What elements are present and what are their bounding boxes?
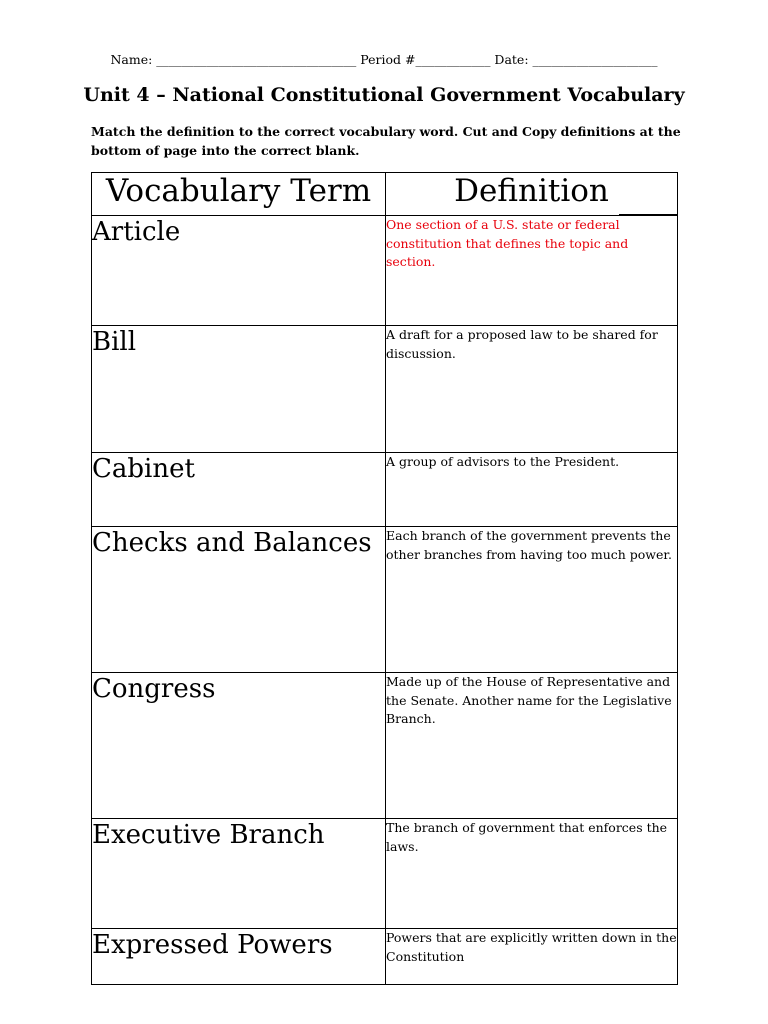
vocabulary-table: [91, 172, 678, 985]
vocab-term: Article: [92, 216, 386, 326]
table-row: [92, 453, 678, 527]
vocab-definition[interactable]: One section of a U.S. state or federal constitution that defines the topic and section.: [386, 216, 678, 326]
table-row: [92, 673, 678, 819]
vocab-term: Cabinet: [92, 453, 386, 527]
vocab-term: Executive Branch: [92, 819, 386, 929]
header-underline: [619, 214, 677, 215]
vocab-definition[interactable]: Powers that are explicitly written down in the Constitution: [386, 929, 678, 985]
table-header-row: [92, 173, 678, 216]
vocab-term: Checks and Balances: [92, 527, 386, 673]
term-column-header: Vocabulary Term: [92, 173, 386, 216]
vocab-term: Expressed Powers: [92, 929, 386, 985]
vocab-definition[interactable]: Each branch of the government prevents the other branches from having too much power.: [386, 527, 678, 673]
vocab-definition[interactable]: A group of advisors to the President.: [386, 453, 678, 527]
definition-header-label: Definition: [454, 173, 609, 209]
definition-column-header: [386, 173, 678, 216]
table-row: [92, 929, 678, 985]
table-row: [92, 819, 678, 929]
vocab-definition[interactable]: Made up of the House of Representative and the Senate. Another name for the Legislative Branch.: [386, 673, 678, 819]
table-row: [92, 216, 678, 326]
vocab-term: Congress: [92, 673, 386, 819]
vocab-definition[interactable]: A draft for a proposed law to be shared for discussion.: [386, 326, 678, 453]
instructions: Match the definition to the correct vocabulary word. Cut and Copy definitions at the bottom of page into the correct blank.: [91, 124, 681, 158]
student-info-line: Name: ________________________________ Period #____________ Date: ____________________: [110, 52, 658, 67]
table-row: [92, 527, 678, 673]
vocab-definition[interactable]: The branch of government that enforces the laws.: [386, 819, 678, 929]
table-row: [92, 326, 678, 453]
page-title: Unit 4 – National Constitutional Government Vocabulary: [83, 84, 685, 106]
vocab-term: Bill: [92, 326, 386, 453]
